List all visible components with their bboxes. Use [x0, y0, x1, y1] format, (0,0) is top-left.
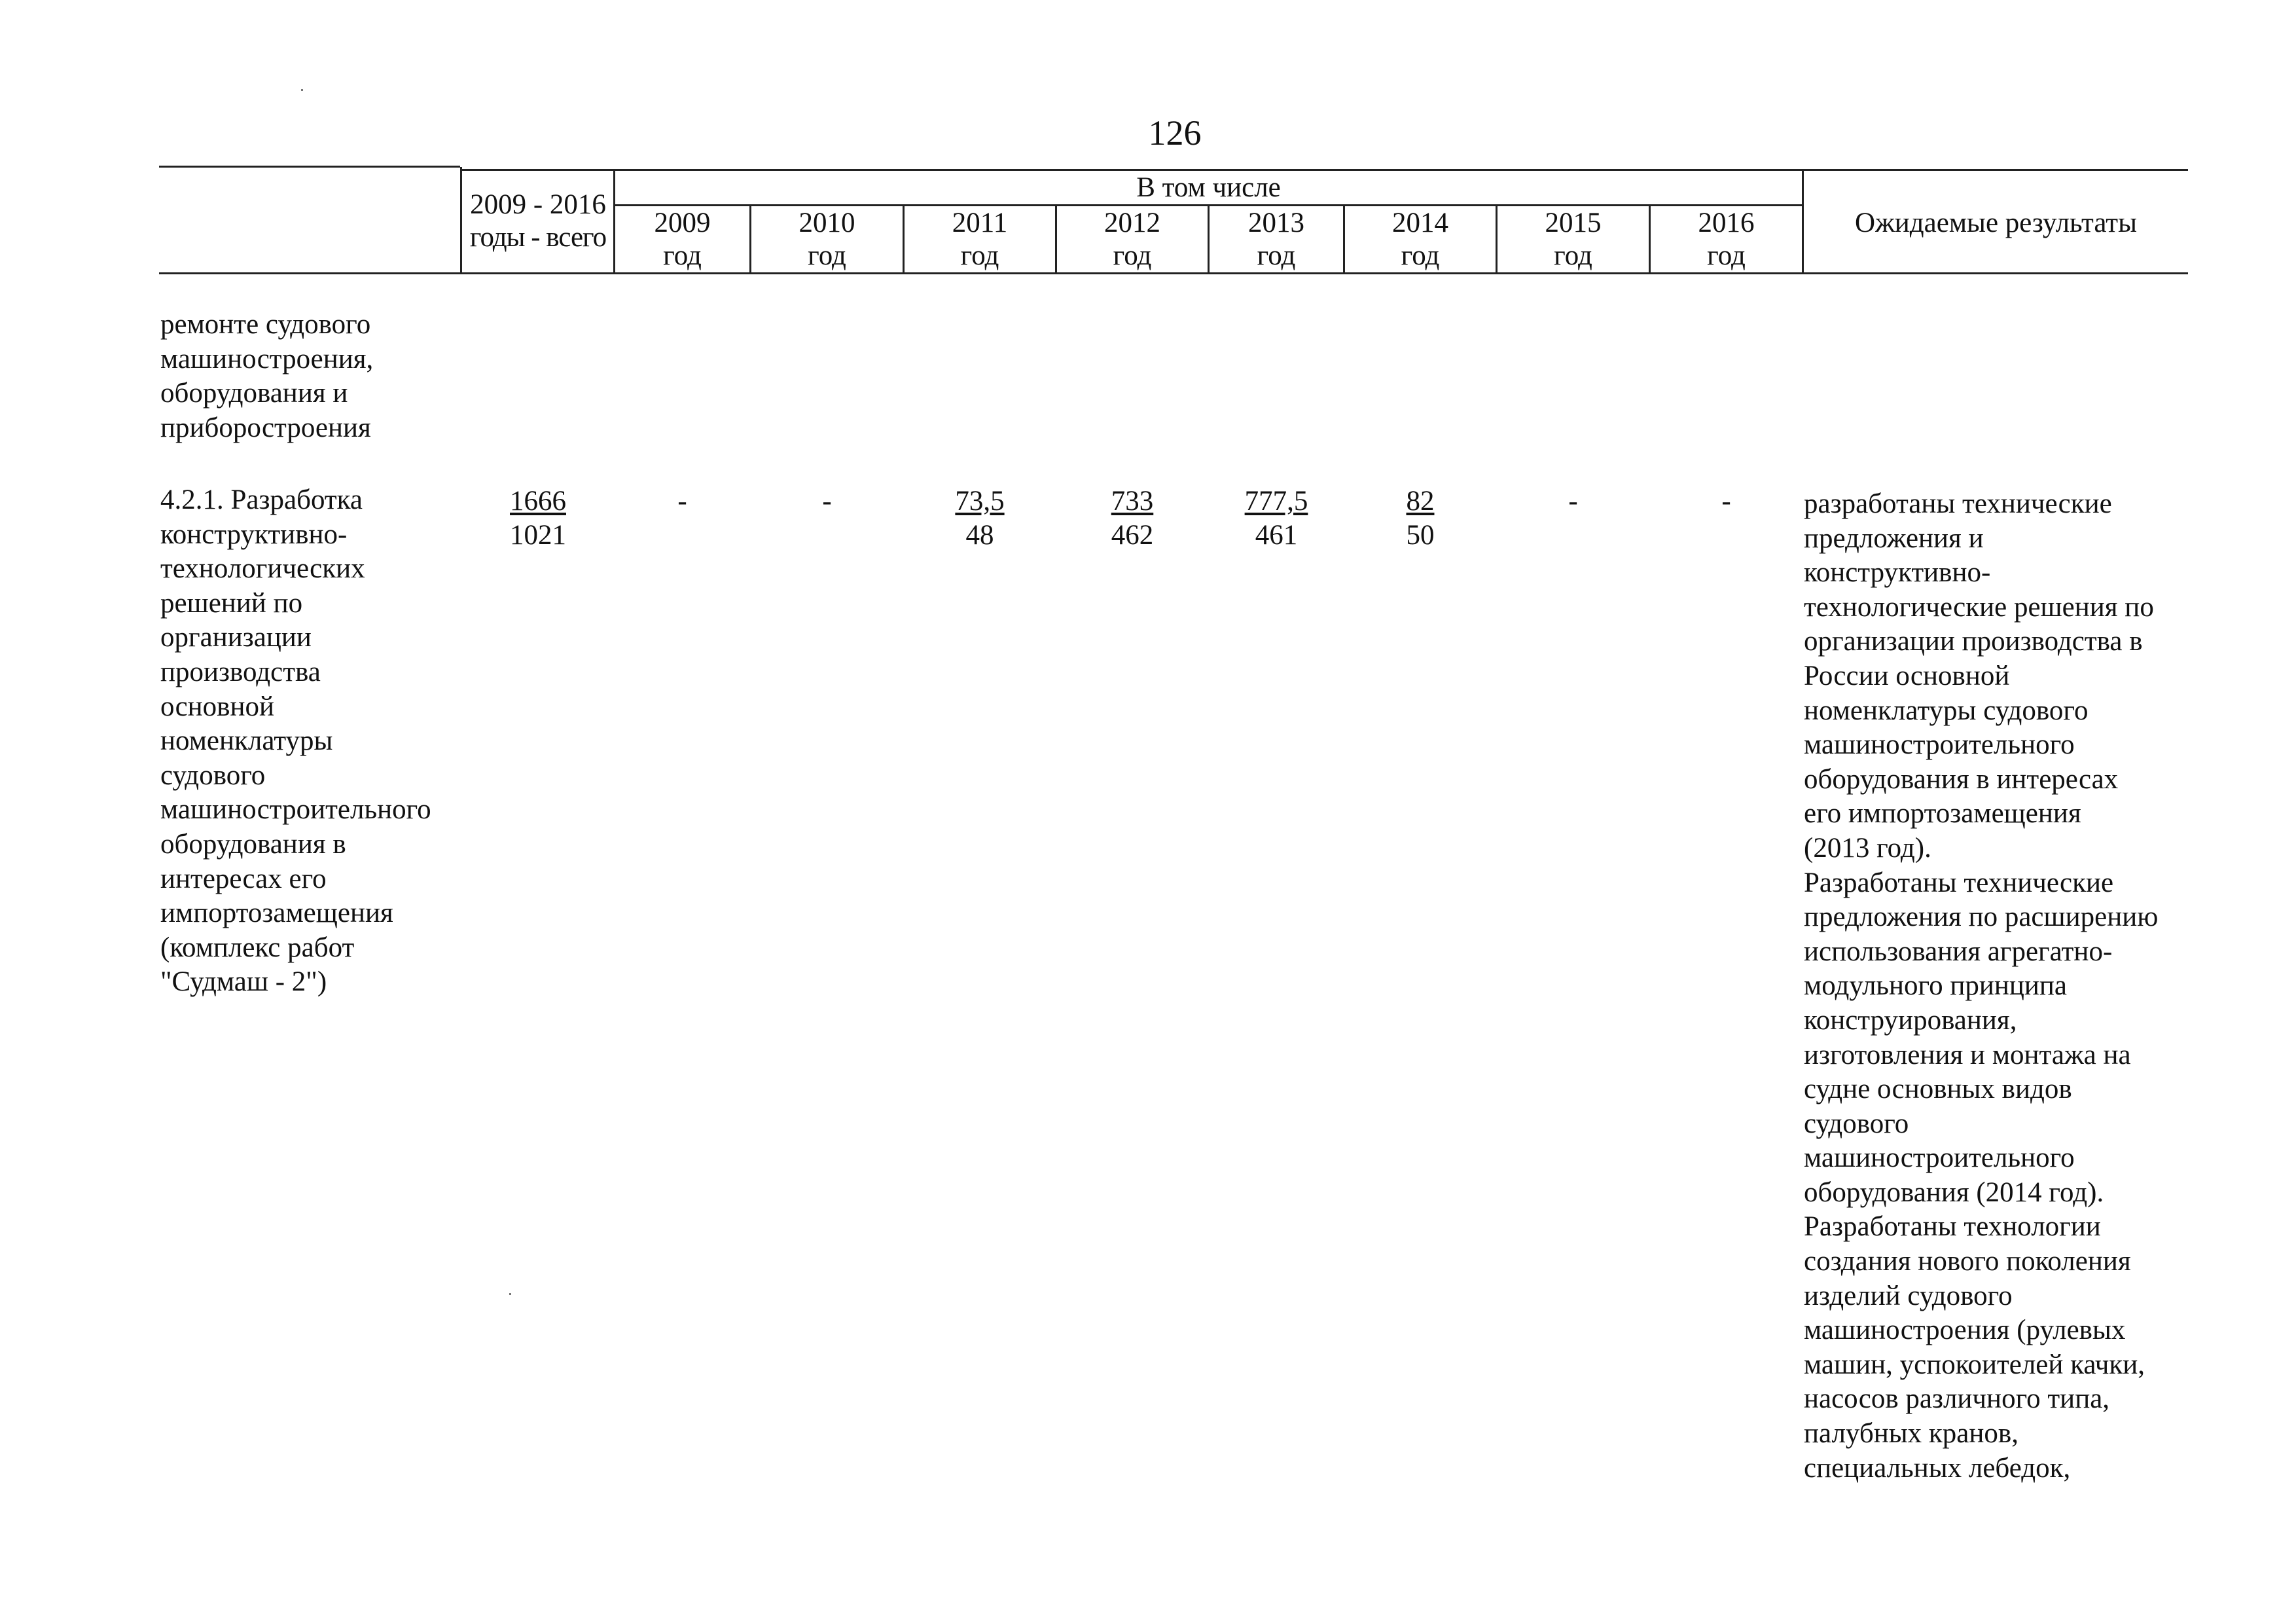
header-including: В том числе	[1136, 172, 1281, 203]
value-2011-bottom: 48	[965, 520, 994, 551]
value-2014-bottom: 50	[1406, 520, 1435, 551]
expected-results-text: разработаны технические предложения и конструктивно- технологические решения по организации производства в России основной номенклатуры судового машиностроительного оборудования в интересах его импортозамещения (2013 год). Разработаны технические предложения по расширению использования агрегатно- модульного принципа конструирования, изготовления и монтажа на судне основных видов судового машиностроительного оборудования (2014 год). Разработаны технологии создания нового поколения изделий судового машиностроения (рулевых машин, успокоителей качки, насосов различного типа, палубных кранов, специальных лебедок,	[1804, 488, 2159, 1484]
header-year-2009: 2009 год	[654, 208, 711, 271]
header-year-2012: 2012 год	[1104, 208, 1160, 271]
header-total-line2: годы - всего	[469, 222, 607, 253]
value-2011-top: 73,5	[955, 486, 1005, 517]
value-2012-top: 733	[1111, 486, 1154, 517]
total-value-bottom: 1021	[510, 520, 566, 551]
value-2014-top: 82	[1406, 486, 1435, 517]
header-total-years	[462, 189, 614, 254]
header-year-2014: 2014 год	[1392, 208, 1448, 271]
header-year-2016: 2016 год	[1698, 208, 1755, 271]
cell-2015: -	[1568, 486, 1578, 517]
cell-2013	[1210, 484, 1343, 553]
header-year-2015: 2015 год	[1545, 208, 1602, 271]
header-top-rule	[460, 169, 2188, 171]
cell-2012	[1057, 484, 1208, 553]
cell-2009: -	[677, 486, 687, 517]
scan-speck	[301, 89, 303, 91]
header-top-rule	[159, 166, 460, 168]
value-2013-bottom: 461	[1255, 520, 1298, 551]
header-year-2010: 2010 год	[798, 208, 855, 271]
cell-2016: -	[1721, 486, 1731, 517]
continuation-text: ремонте судового машиностроения, оборудования и приборостроения	[160, 309, 374, 443]
cell-2014	[1345, 484, 1496, 553]
header-year-2013: 2013 год	[1248, 208, 1304, 271]
total-value-top: 1666	[510, 486, 566, 517]
cell-2010: -	[822, 486, 832, 517]
header-year-2011: 2011 год	[952, 208, 1008, 271]
row-title: 4.2.1. Разработка конструктивно- технологических решений по организации производства основной номенклатуры судового машиностроительного оборудования в интересах его импортозамещения (комплекс работ "Судмаш - 2")	[160, 484, 431, 998]
header-total-line1: 2009 - 2016	[470, 189, 606, 220]
total-cell	[462, 484, 614, 553]
value-2012-bottom: 462	[1111, 520, 1154, 551]
header-bottom-rule	[159, 272, 2188, 274]
cell-2011	[905, 484, 1055, 553]
value-2013-top: 777,5	[1244, 486, 1308, 517]
page-number: 126	[1148, 113, 1202, 153]
header-results: Ожидаемые результаты	[1855, 208, 2137, 238]
scan-speck	[509, 1293, 511, 1295]
